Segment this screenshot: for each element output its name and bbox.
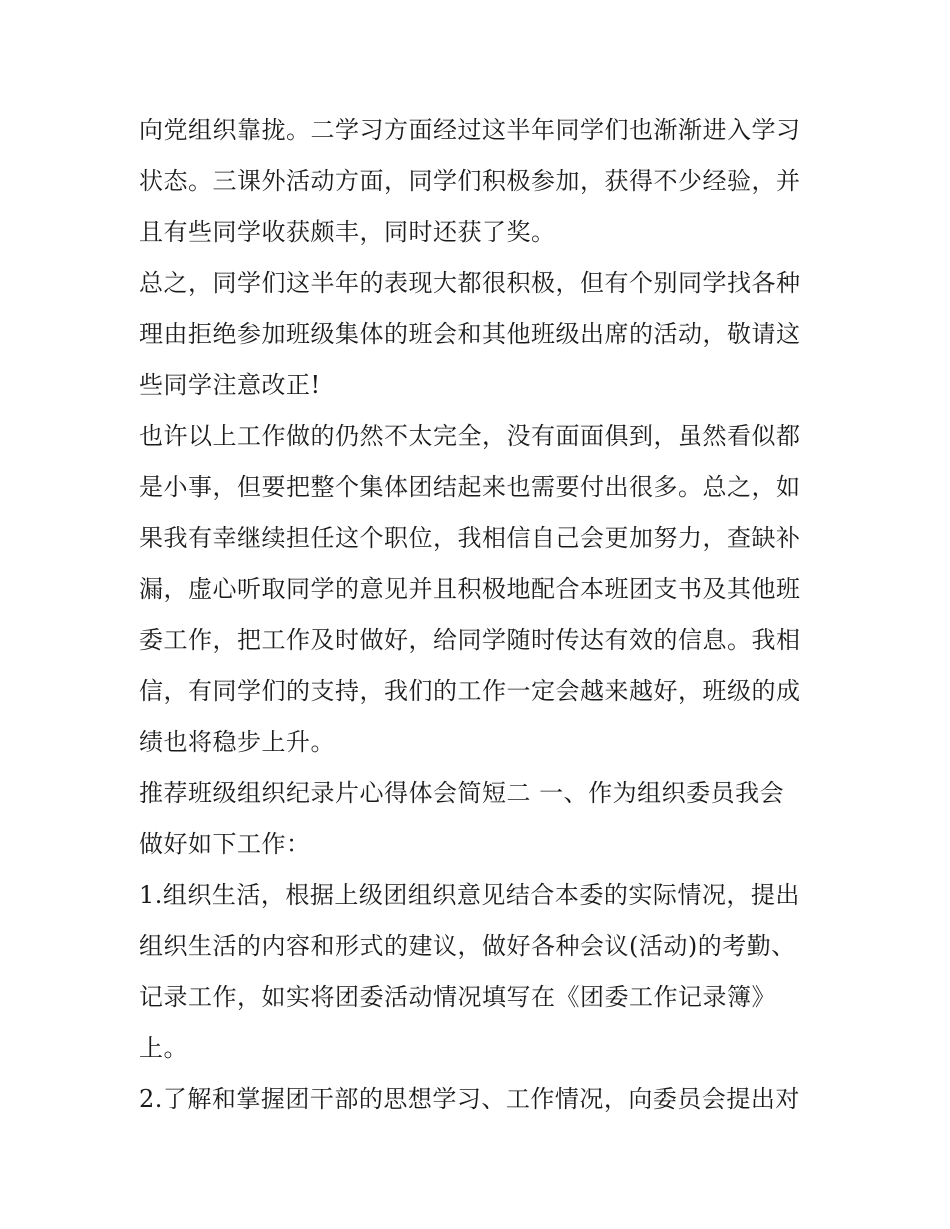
text-line: 做好如下工作：: [139, 830, 311, 858]
text-line: 组织生活的内容和形式的建议，做好各种会议(活动)的考勤、: [139, 932, 796, 960]
text-line: 也许以上工作做的仍然不太完全，没有面面俱到，虽然看似都: [139, 422, 801, 450]
text-line: 漏，虚心听取同学的意见并且积极地配合本班团支书及其他班: [139, 575, 801, 603]
text-line: 信，有同学们的支持，我们的工作一定会越来越好，班级的成: [139, 677, 801, 705]
text-line: 状态。三课外活动方面，同学们积极参加，获得不少经验，并: [139, 167, 801, 195]
text-line: 推荐班级组织纪录片心得体会简短二 一、作为组织委员我会: [139, 779, 785, 807]
text-line: 些同学注意改正!: [139, 371, 321, 399]
text-line: 绩也将稳步上升。: [139, 728, 335, 756]
text-line: 向党组织靠拢。二学习方面经过这半年同学们也渐渐进入学习: [139, 116, 801, 144]
text-line: 总之，同学们这半年的表现大都很积极，但有个别同学找各种: [139, 269, 801, 297]
text-line: 上。: [139, 1034, 188, 1062]
text-line: 果我有幸继续担任这个职位，我相信自己会更加努力，查缺补: [139, 524, 801, 552]
text-line: 是小事，但要把整个集体团结起来也需要付出很多。总之，如: [139, 473, 801, 501]
text-line: 记录工作，如实将团委活动情况填写在《团委工作记录簿》: [139, 983, 776, 1011]
text-line: 理由拒绝参加班级集体的班会和其他班级出席的活动，敬请这: [139, 320, 801, 348]
text-line: 且有些同学收获颇丰，同时还获了奖。: [139, 218, 556, 246]
text-line: 委工作，把工作及时做好，给同学随时传达有效的信息。我相: [139, 626, 801, 654]
text-line: 2.了解和掌握团干部的思想学习、工作情况，向委员会提出对: [139, 1085, 800, 1113]
document-body: [139, 105, 819, 1125]
text-line: 1.组织生活，根据上级团组织意见结合本委的实际情况，提出: [139, 881, 800, 909]
